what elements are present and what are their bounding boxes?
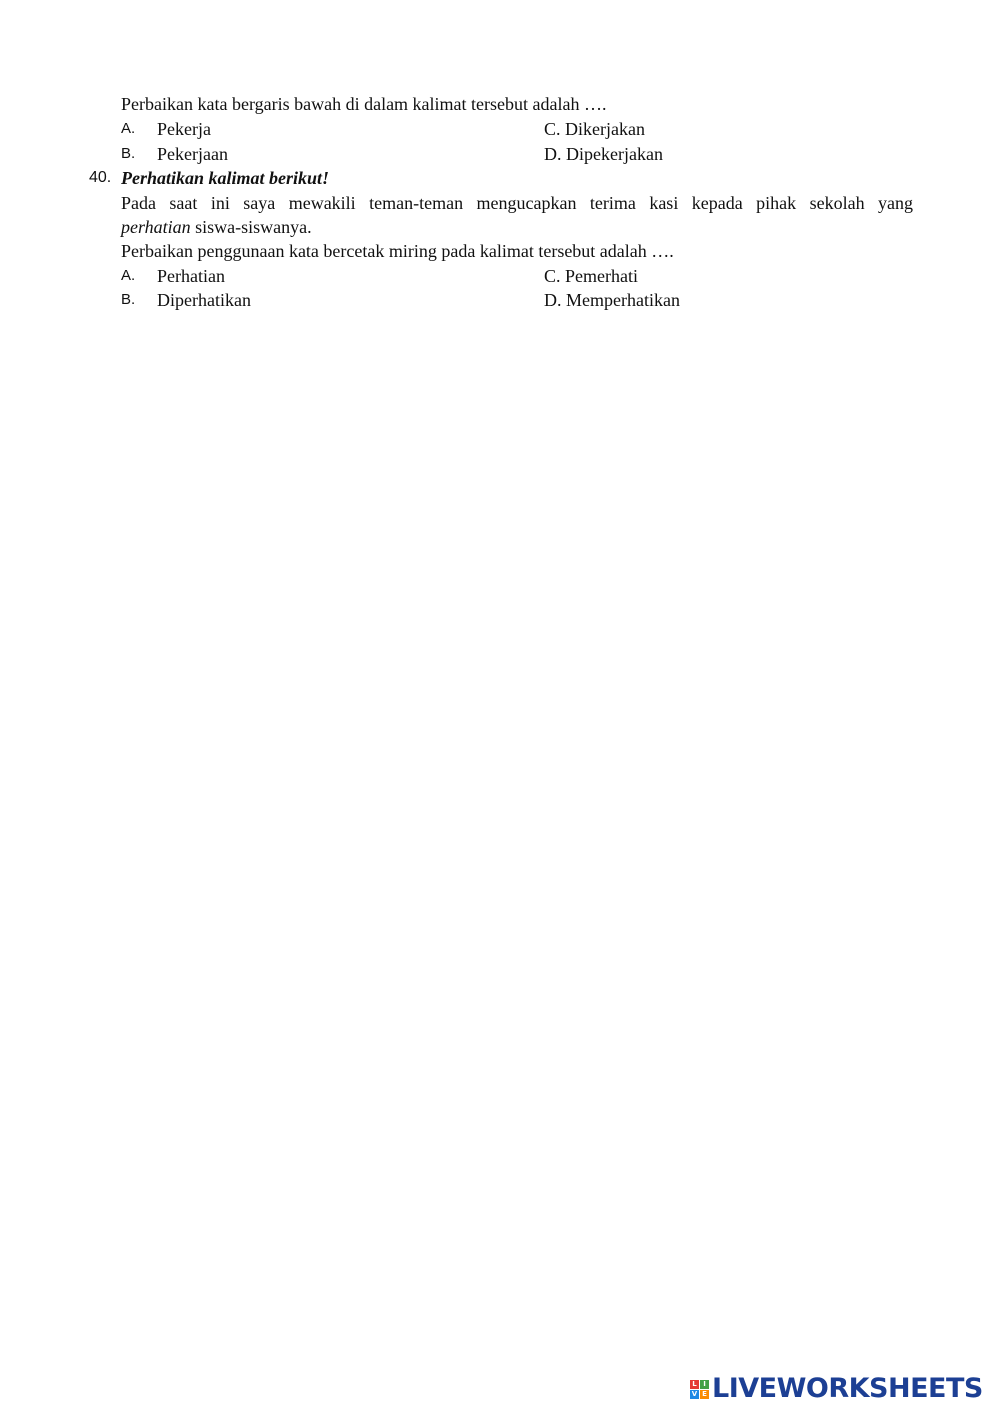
- q39-option-a-letter: A.: [121, 120, 136, 137]
- q39-option-a[interactable]: Pekerja: [157, 119, 211, 139]
- q40-option-b-letter: B.: [121, 291, 136, 308]
- q40-sentence-line2: [121, 216, 312, 238]
- q40-sentence-line1: Pada saat ini saya mewakili teman-teman mengucapkan terima kasi kepada pihak sekolah yang: [121, 193, 913, 213]
- q40-option-c[interactable]: C. Pemerhati: [544, 266, 638, 286]
- q40-option-a[interactable]: Perhatian: [157, 266, 225, 286]
- logo-letter-l: L: [690, 1380, 699, 1389]
- q40-prompt: Perbaikan penggunaan kata bercetak miring pada kalimat tersebut adalah ….: [121, 241, 674, 261]
- liveworksheets-logo-mark: [690, 1380, 709, 1399]
- q40-option-a-letter: A.: [121, 267, 136, 284]
- q40-title: Perhatikan kalimat berikut!: [121, 168, 330, 188]
- q39-option-c[interactable]: C. Dikerjakan: [544, 119, 645, 139]
- liveworksheets-logo: [690, 1374, 983, 1404]
- logo-letter-v: V: [691, 1389, 698, 1398]
- q40-option-d[interactable]: D. Memperhatikan: [544, 290, 680, 310]
- logo-letter-i: I: [700, 1380, 709, 1389]
- q40-option-b[interactable]: Diperhatikan: [157, 290, 251, 310]
- q39-option-b[interactable]: Pekerjaan: [157, 144, 228, 164]
- q40-number: 40.: [89, 169, 112, 186]
- liveworksheets-logo-text: LIVEWORKSHEETS: [712, 1373, 983, 1404]
- q40-italic-word: perhatian: [121, 217, 191, 237]
- q39-option-d[interactable]: D. Dipekerjakan: [544, 144, 663, 164]
- q39-prompt: Perbaikan kata bergaris bawah di dalam kalimat tersebut adalah ….: [121, 94, 607, 114]
- q39-option-b-letter: B.: [121, 145, 136, 162]
- q40-sentence-rest: siswa-siswanya.: [190, 217, 312, 237]
- logo-letter-e: E: [700, 1390, 709, 1399]
